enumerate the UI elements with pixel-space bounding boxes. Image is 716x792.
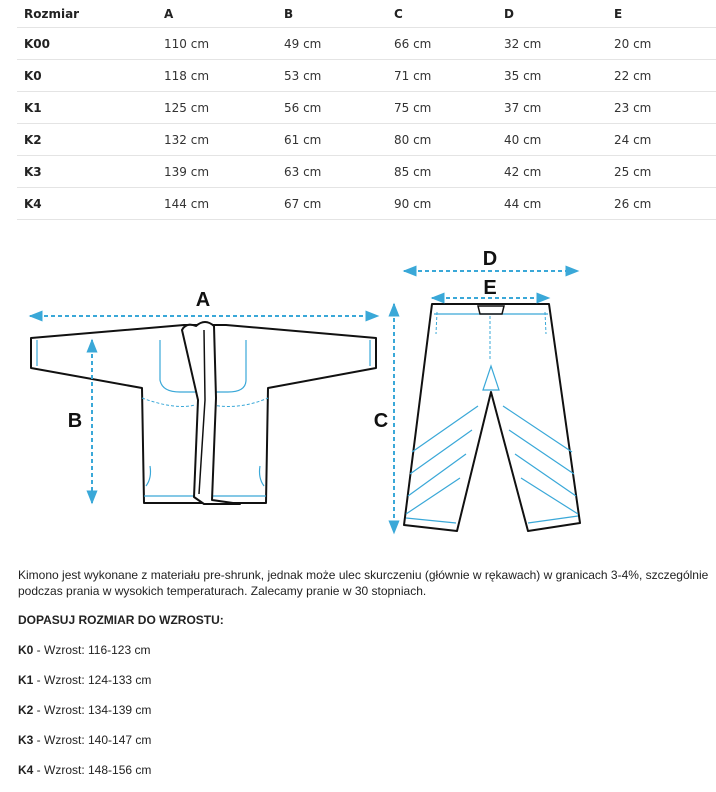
table-header-row: [17, 0, 716, 28]
table-cell: 118 cm: [157, 60, 277, 92]
size-cell: K4: [17, 188, 157, 220]
table-cell: 71 cm: [387, 60, 497, 92]
table-cell: 40 cm: [497, 124, 607, 156]
fit-size: K0: [18, 643, 34, 657]
table-cell: 24 cm: [607, 124, 716, 156]
column-header-b: B: [277, 0, 387, 28]
fit-height: - Wzrost: 148-156 cm: [33, 763, 152, 777]
table-cell: 139 cm: [157, 156, 277, 188]
fit-size: K2: [18, 703, 34, 717]
table-cell: 66 cm: [387, 28, 497, 60]
table-cell: 63 cm: [277, 156, 387, 188]
fit-list: [18, 642, 151, 792]
table-cell: 23 cm: [607, 92, 716, 124]
column-header-e: E: [607, 0, 716, 28]
table-cell: 67 cm: [277, 188, 387, 220]
table-cell: 25 cm: [607, 156, 716, 188]
list-item: [18, 702, 151, 732]
fit-size: K3: [18, 733, 34, 747]
table-cell: 125 cm: [157, 92, 277, 124]
table-cell: 144 cm: [157, 188, 277, 220]
column-header-c: C: [387, 0, 497, 28]
dimension-label-d: D: [482, 248, 498, 270]
table-row: [17, 60, 716, 92]
fit-height: - Wzrost: 116-123 cm: [33, 643, 151, 657]
column-header-size: Rozmiar: [17, 0, 157, 28]
table-cell: 42 cm: [497, 156, 607, 188]
size-cell: K2: [17, 124, 157, 156]
table-cell: 61 cm: [277, 124, 387, 156]
table-cell: 85 cm: [387, 156, 497, 188]
dimension-label-b: B: [67, 410, 83, 432]
column-header-a: A: [157, 0, 277, 28]
list-item: [18, 672, 151, 702]
table-row: [17, 124, 716, 156]
table-cell: 44 cm: [497, 188, 607, 220]
table-cell: 53 cm: [277, 60, 387, 92]
table-cell: 49 cm: [277, 28, 387, 60]
table-row: [17, 92, 716, 124]
fit-size: K4: [18, 763, 34, 777]
description-text: Kimono jest wykonane z materiału pre-shrunk, jednak może ulec skurczeniu (głównie w rękawach) w granicach 3-4%, szczególnie podczas prania w wysokich temperaturach. Zalecamy pranie w 30 stopniach.: [18, 568, 709, 598]
fit-height: - Wzrost: 134-139 cm: [33, 703, 152, 717]
table-cell: 132 cm: [157, 124, 277, 156]
table-cell: 75 cm: [387, 92, 497, 124]
measurement-diagram: [0, 236, 716, 546]
jacket-illustration: [31, 322, 376, 504]
table-cell: 37 cm: [497, 92, 607, 124]
size-cell: K3: [17, 156, 157, 188]
column-header-d: D: [497, 0, 607, 28]
table-row: [17, 28, 716, 60]
table-row: [17, 188, 716, 220]
list-item: [18, 762, 151, 792]
dimension-label-e: E: [483, 277, 497, 299]
fit-height: - Wzrost: 140-147 cm: [33, 733, 152, 747]
table-cell: 22 cm: [607, 60, 716, 92]
pants-illustration: [404, 304, 580, 531]
table-cell: 32 cm: [497, 28, 607, 60]
table-cell: 20 cm: [607, 28, 716, 60]
pants-outline: [404, 304, 580, 531]
table-cell: 90 cm: [387, 188, 497, 220]
dimension-label-a: A: [195, 289, 211, 311]
table-cell: 80 cm: [387, 124, 497, 156]
list-item: [18, 642, 151, 672]
table-cell: 26 cm: [607, 188, 716, 220]
table-cell: 35 cm: [497, 60, 607, 92]
size-cell: K1: [17, 92, 157, 124]
size-cell: K00: [17, 28, 157, 60]
list-item: [18, 732, 151, 762]
size-table: [17, 0, 716, 220]
table-cell: 110 cm: [157, 28, 277, 60]
table-cell: 56 cm: [277, 92, 387, 124]
table-row: [17, 156, 716, 188]
fit-height: - Wzrost: 124-133 cm: [33, 673, 152, 687]
fit-title: DOPASUJ ROZMIAR DO WZROSTU:: [18, 613, 224, 627]
dimension-label-c: C: [373, 410, 389, 432]
size-cell: K0: [17, 60, 157, 92]
fit-size: K1: [18, 673, 34, 687]
